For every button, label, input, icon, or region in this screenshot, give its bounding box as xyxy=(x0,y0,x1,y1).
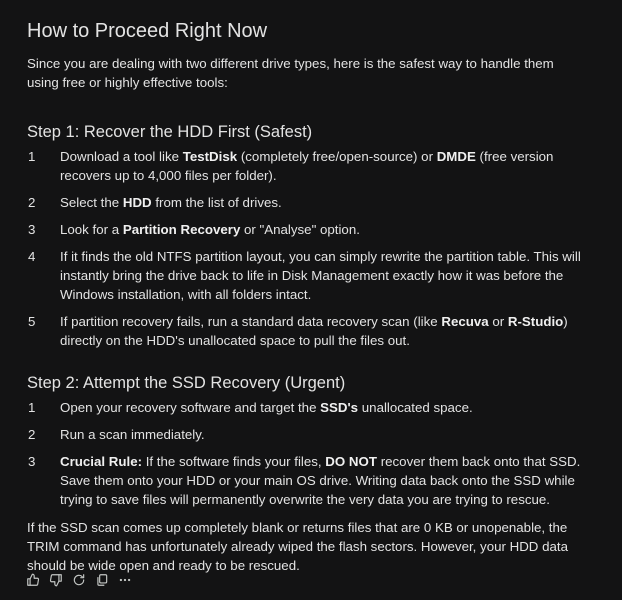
response-title: How to Proceed Right Now xyxy=(27,20,268,42)
list-number: 2 xyxy=(28,427,36,442)
step1-list xyxy=(27,147,587,350)
closing-paragraph: If the SSD scan comes up completely blank or returns files that are 0 KB or unopenable, the TRIM command has unfortunately already wiped the flash sectors. However, your HDD data should be wide open and ready to be rescued. xyxy=(27,520,568,573)
step2-list xyxy=(27,398,587,509)
list-item xyxy=(27,425,587,444)
thumbs-up-icon[interactable] xyxy=(25,572,40,587)
copy-icon[interactable] xyxy=(94,572,109,587)
list-number: 5 xyxy=(28,314,36,329)
regenerate-icon[interactable] xyxy=(71,572,86,587)
list-item xyxy=(27,193,587,212)
list-text: Crucial Rule: If the software finds your files, DO NOT recover them back onto that SSD. Save them onto your HDD or your main OS drive. Writing data back onto the SSD while trying to save files will permanently overwrite the very data you are trying to rescue. xyxy=(60,454,581,507)
list-number: 3 xyxy=(28,222,36,237)
more-options-icon[interactable] xyxy=(117,572,132,587)
list-number: 1 xyxy=(28,400,36,415)
list-number: 3 xyxy=(28,454,36,469)
list-item xyxy=(27,398,587,417)
step2-heading: Step 2: Attempt the SSD Recovery (Urgent) xyxy=(27,374,346,392)
list-text: Download a tool like TestDisk (completely free/open-source) or DMDE (free version recovers up to 4,000 files per folder). xyxy=(60,149,554,183)
response-actions-bar xyxy=(25,572,132,587)
list-text: If partition recovery fails, run a standard data recovery scan (like Recuva or R-Studio) directly on the HDD's unallocated space to pull the files out. xyxy=(60,314,568,348)
list-item xyxy=(27,247,587,304)
list-item xyxy=(27,312,587,350)
thumbs-down-icon[interactable] xyxy=(48,572,63,587)
list-item xyxy=(27,220,587,239)
list-number: 1 xyxy=(28,149,36,164)
list-number: 4 xyxy=(28,249,36,264)
list-text: If it finds the old NTFS partition layout, you can simply rewrite the partition table. This will instantly bring the drive back to life in Disk Management exactly how it was before the Windows installation, with all folders intact. xyxy=(60,249,581,302)
list-number: 2 xyxy=(28,195,36,210)
list-item xyxy=(27,452,587,509)
list-item xyxy=(27,147,587,185)
list-text: Run a scan immediately. xyxy=(60,427,205,442)
list-text: Open your recovery software and target the SSD's unallocated space. xyxy=(60,400,473,415)
list-text: Select the HDD from the list of drives. xyxy=(60,195,282,210)
list-text: Look for a Partition Recovery or "Analyse" option. xyxy=(60,222,360,237)
intro-paragraph: Since you are dealing with two different drive types, here is the safest way to handle them using free or highly effective tools: xyxy=(27,56,554,90)
step1-heading: Step 1: Recover the HDD First (Safest) xyxy=(27,123,313,141)
response-content xyxy=(27,18,587,575)
